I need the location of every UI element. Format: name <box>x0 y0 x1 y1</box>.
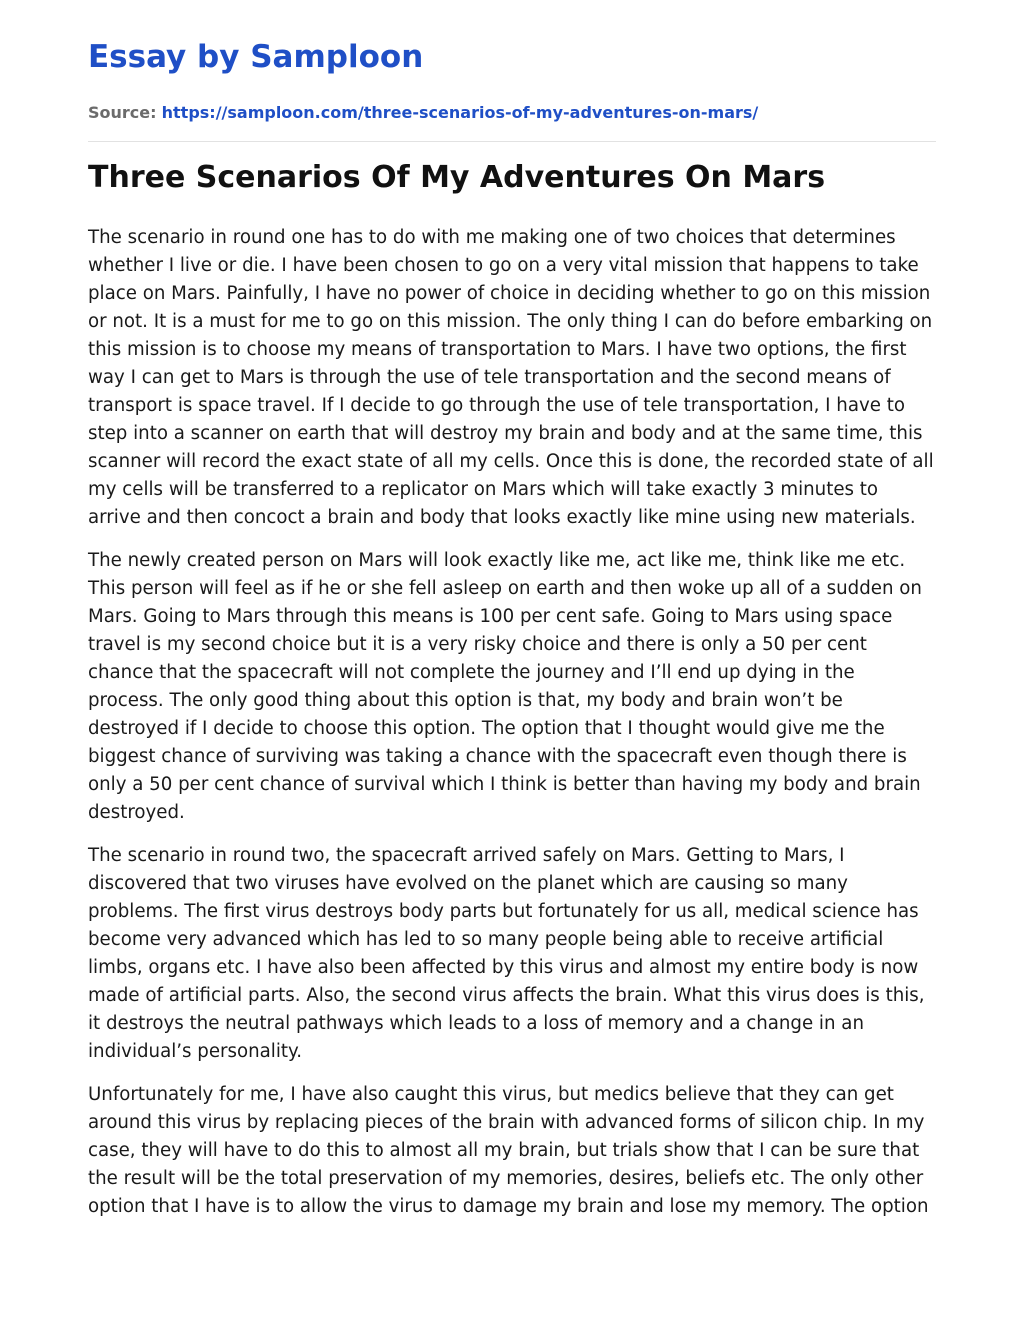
site-brand[interactable]: Essay by Samploon <box>88 39 424 75</box>
source-label: Source: <box>88 103 157 122</box>
essay-body <box>88 224 936 1221</box>
paragraph: Unfortunately for me, I have also caught this virus, but medics believe that they can get around this virus by replacing pieces of the brain with advanced forms of silicon chip. In my case, they will have to do this to almost all my brain, but trials show that I can be sure that the result will be the total preservation of my memories, desires, beliefs etc. The only other option that I have is to allow the virus to damage my brain and lose my memory. The option <box>88 1084 929 1217</box>
source-line <box>88 102 936 124</box>
source-link[interactable]: https://samploon.com/three-scenarios-of-my-adventures-on-mars/ <box>161 103 759 122</box>
paragraph: The newly created person on Mars will look exactly like me, act like me, think like me etc. This person will feel as if he or she fell asleep on earth and then woke up all of a sudden on Mars. Going to Mars through this means is 100 per cent safe. Going to Mars using space travel is my second choice but it is a very risky choice and there is only a 50 per cent chance that the spacecraft will not complete the journey and I’ll end up dying in the process. The only good thing about this option is that, my body and brain won’t be destroyed if I decide to choose this option. The option that I thought would give me the biggest chance of surviving was taking a chance with the spacecraft even though there is only a 50 per cent chance of survival which I think is better than having my body and brain destroyed. <box>88 550 922 823</box>
paragraph: The scenario in round one has to do with me making one of two choices that determines whether I live or die. I have been chosen to go on a very vital mission that happens to take place on Mars. Painfully, I have no power of choice in deciding whether to go on this mission or not. It is a must for me to go on this mission. The only thing I can do before embarking on this mission is to choose my means of transportation to Mars. I have two options, the first way I can get to Mars is through the use of tele transportation and the second means of transport is space travel. If I decide to go through the use of tele transportation, I have to step into a scanner on earth that will destroy my brain and body and at the same time, this scanner will record the exact state of all my cells. Once this is done, the recorded state of all my cells will be transferred to a replicator on Mars which will take exactly 3 minutes to arrive and then concoct a brain and body that looks exactly like mine using new materials. <box>88 227 934 528</box>
essay-title: Three Scenarios Of My Adventures On Mars <box>88 160 826 195</box>
paragraph: The scenario in round two, the spacecraft arrived safely on Mars. Getting to Mars, I discovered that two viruses have evolved on the planet which are causing so many problems. The first virus destroys body parts but fortunately for us all, medical science has become very advanced which has led to so many people being able to receive artificial limbs, organs etc. I have also been affected by this virus and almost my entire body is now made of artificial parts. Also, the second virus affects the brain. What this virus does is this, it destroys the neutral pathways which leads to a loss of memory and a change in an individual’s personality. <box>88 845 925 1062</box>
essay-page <box>88 0 936 1236</box>
header-divider <box>88 141 936 142</box>
